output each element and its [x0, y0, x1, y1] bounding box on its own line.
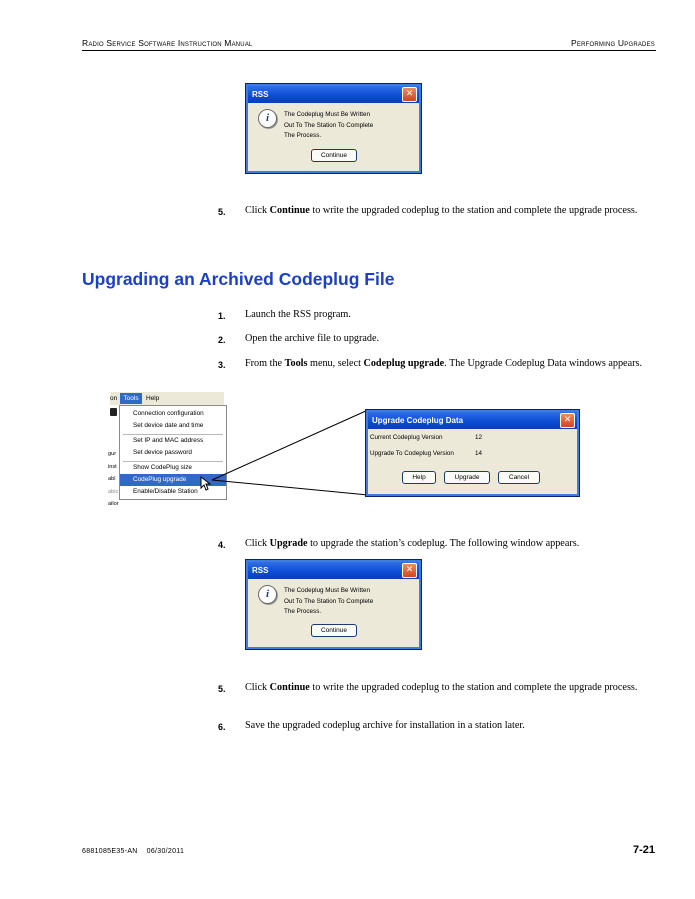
dialog-title-bar: Upgrade Codeplug Data	[368, 412, 577, 429]
step-number: 5.	[218, 684, 226, 694]
step-text: Open the archive file to upgrade.	[245, 333, 380, 344]
header-chapter-title: Performing Upgrades	[571, 38, 655, 48]
rss-dialog-2	[245, 559, 422, 650]
step-text: Save the upgraded codeplug archive for installation in a station later.	[245, 720, 525, 731]
step-number: 3.	[218, 360, 226, 370]
info-icon: i	[258, 585, 277, 604]
tools-menu[interactable]: Tools	[120, 393, 142, 404]
cancel-button[interactable]: Cancel	[498, 471, 540, 484]
step-text: Click Continue to write the upgraded codeplug to the station and complete the upgrade process.	[245, 205, 638, 216]
step-number: 4.	[218, 540, 226, 550]
help-menu[interactable]: Help	[146, 395, 160, 402]
dialog-message: The Codeplug Must Be Written Out To The Station To Complete The Process.	[284, 587, 374, 615]
step-number: 1.	[218, 311, 226, 321]
menu-item-show-codeplug-size[interactable]: Show CodePlug size	[133, 464, 192, 471]
header-manual-title: Radio Service Software Instruction Manual	[82, 38, 253, 48]
current-version-value: 12	[475, 434, 483, 441]
help-button[interactable]: Help	[402, 471, 436, 484]
footer-doc-id: 6881085E35-AN 06/30/2011	[82, 848, 185, 855]
menu-item-enable-disable-station[interactable]: Enable/Disable Station	[133, 488, 198, 495]
upgrade-version-value: 14	[475, 450, 483, 457]
step-number: 2.	[218, 335, 226, 345]
page-number: 7-21	[632, 844, 655, 856]
continue-button[interactable]: Continue	[311, 624, 357, 637]
step-text: Click Continue to write the upgraded codeplug to the station and complete the upgrade process.	[245, 682, 638, 693]
step-text: From the Tools menu, select Codeplug upgrade. The Upgrade Codeplug Data windows appears.	[245, 358, 643, 369]
continue-button[interactable]: Continue	[311, 149, 357, 162]
step-number: 6.	[218, 722, 226, 732]
close-icon[interactable]: ✕	[402, 87, 417, 102]
dialog-title-bar: RSS	[248, 86, 419, 103]
current-version-label: Current Codeplug Version	[370, 434, 443, 441]
step-text: Launch the RSS program.	[245, 309, 351, 320]
menu-item-set-ip-mac[interactable]: Set IP and MAC address	[133, 437, 204, 444]
upgrade-version-label: Upgrade To Codeplug Version	[370, 450, 454, 457]
dialog-title-bar: RSS	[248, 562, 419, 579]
menu-item-codeplug-upgrade[interactable]: CodePlug upgrade	[120, 474, 226, 486]
menu-item-set-date-time[interactable]: Set device date and time	[133, 422, 204, 429]
info-icon: i	[258, 109, 277, 128]
menu-item-set-password[interactable]: Set device password	[133, 449, 192, 456]
close-icon[interactable]: ✕	[402, 563, 417, 578]
close-icon[interactable]: ✕	[560, 413, 575, 428]
section-title: Upgrading an Archived Codeplug File	[82, 269, 395, 289]
step-number: 5.	[218, 207, 226, 217]
menu-bar-item[interactable]: on	[110, 395, 118, 402]
truncated-window-text: gur inst abl abic ailor	[108, 451, 119, 507]
upgrade-button[interactable]: Upgrade	[444, 471, 490, 484]
dialog-message: The Codeplug Must Be Written Out To The Station To Complete The Process.	[284, 111, 374, 139]
upgrade-codeplug-dialog	[365, 409, 580, 497]
step-text: Click Upgrade to upgrade the station’s codeplug. The following window appears.	[245, 538, 580, 549]
menu-item-connection-configuration[interactable]: Connection configuration	[133, 410, 204, 417]
